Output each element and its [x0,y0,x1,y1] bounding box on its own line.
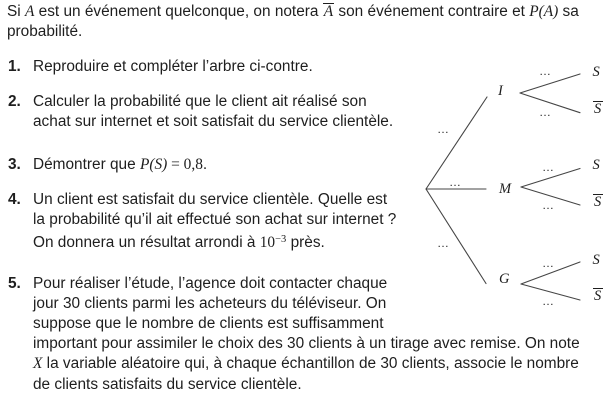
list-item-4 [8,190,396,251]
tree-node-g: G [499,270,510,287]
prob-root-to-g: … [437,236,450,250]
item-2-number: 2. [8,93,21,110]
branch-i-to-sbar [520,93,580,113]
tree-leaf-sbar-i [593,101,603,117]
branch-m-to-sbar [521,187,580,205]
item-1-number: 1. [8,58,21,75]
item-2-text: Calculer la probabilité que le client ait réalisé son achat sur internet et soit satisfait du service clientèle. [33,93,394,131]
sbar-overline: S [594,287,602,304]
prob-m-to-sbar: … [542,198,555,212]
branch-root-to-g [426,189,486,284]
item-5-number: 5. [8,274,21,292]
item-3-text: Démontrer que P(S) = 0,8. [33,155,208,173]
prob-g-to-sbar: … [542,293,555,308]
tree-leaf-sbar-m [593,194,603,210]
tree-leaf-s-i: S [592,63,600,80]
prob-m-to-s: … [542,159,555,174]
list-item-3 [8,155,207,175]
tree-leaf-s-g: S [592,252,600,269]
item-1-text: Reproduire et compléter l’arbre ci-contre. [33,58,313,75]
tree-node-i: I [498,82,503,99]
item-4-number: 4. [8,190,21,208]
item-4-text: Un client est satisfait du service clientèle. Quelle est la probabilité qu’il ait effectué son achat sur internet ? On donnera un résultat arrondi à $10^{-3}$ près. [33,190,397,252]
tree-lines [405,50,616,312]
item-5-text: Pour réaliser l’étude, l’agence doit contacter chaque jour 30 clients parmi les acheteurs du téléviseur. On suppose que le nombre de clients est suffisamment important pour assimiler le choix des 30 clients à un tirage avec remise. On note X la variable aléatoire qui, à chaque échantillon de 30 clients, associe le nombre de clients satisfaits du service clientèle. [33,274,580,393]
branch-m-to-s [521,169,580,188]
list-item-1 [8,57,313,77]
sbar-overline: S [594,194,602,211]
intro-paragraph: Si A est un événement quelconque, on notera A son événement contraire et P(A) sa probabilité. [7,2,579,40]
list-item-5 [8,270,580,395]
prob-i-to-sbar: … [539,104,552,119]
prob-root-to-m: … [449,174,462,189]
tree-node-m: M [499,180,512,197]
sbar-overline: S [594,101,602,117]
prob-g-to-s: … [542,255,555,270]
item-3-number: 3. [8,155,21,173]
tree-leaf-sbar-g [593,288,603,304]
tree-leaf-s-m: S [592,157,600,174]
prob-root-to-i: … [437,122,450,136]
branch-root-to-i [426,97,487,189]
prob-i-to-s: … [539,64,552,78]
list-item-2 [8,92,393,132]
branch-i-to-s [520,74,580,93]
